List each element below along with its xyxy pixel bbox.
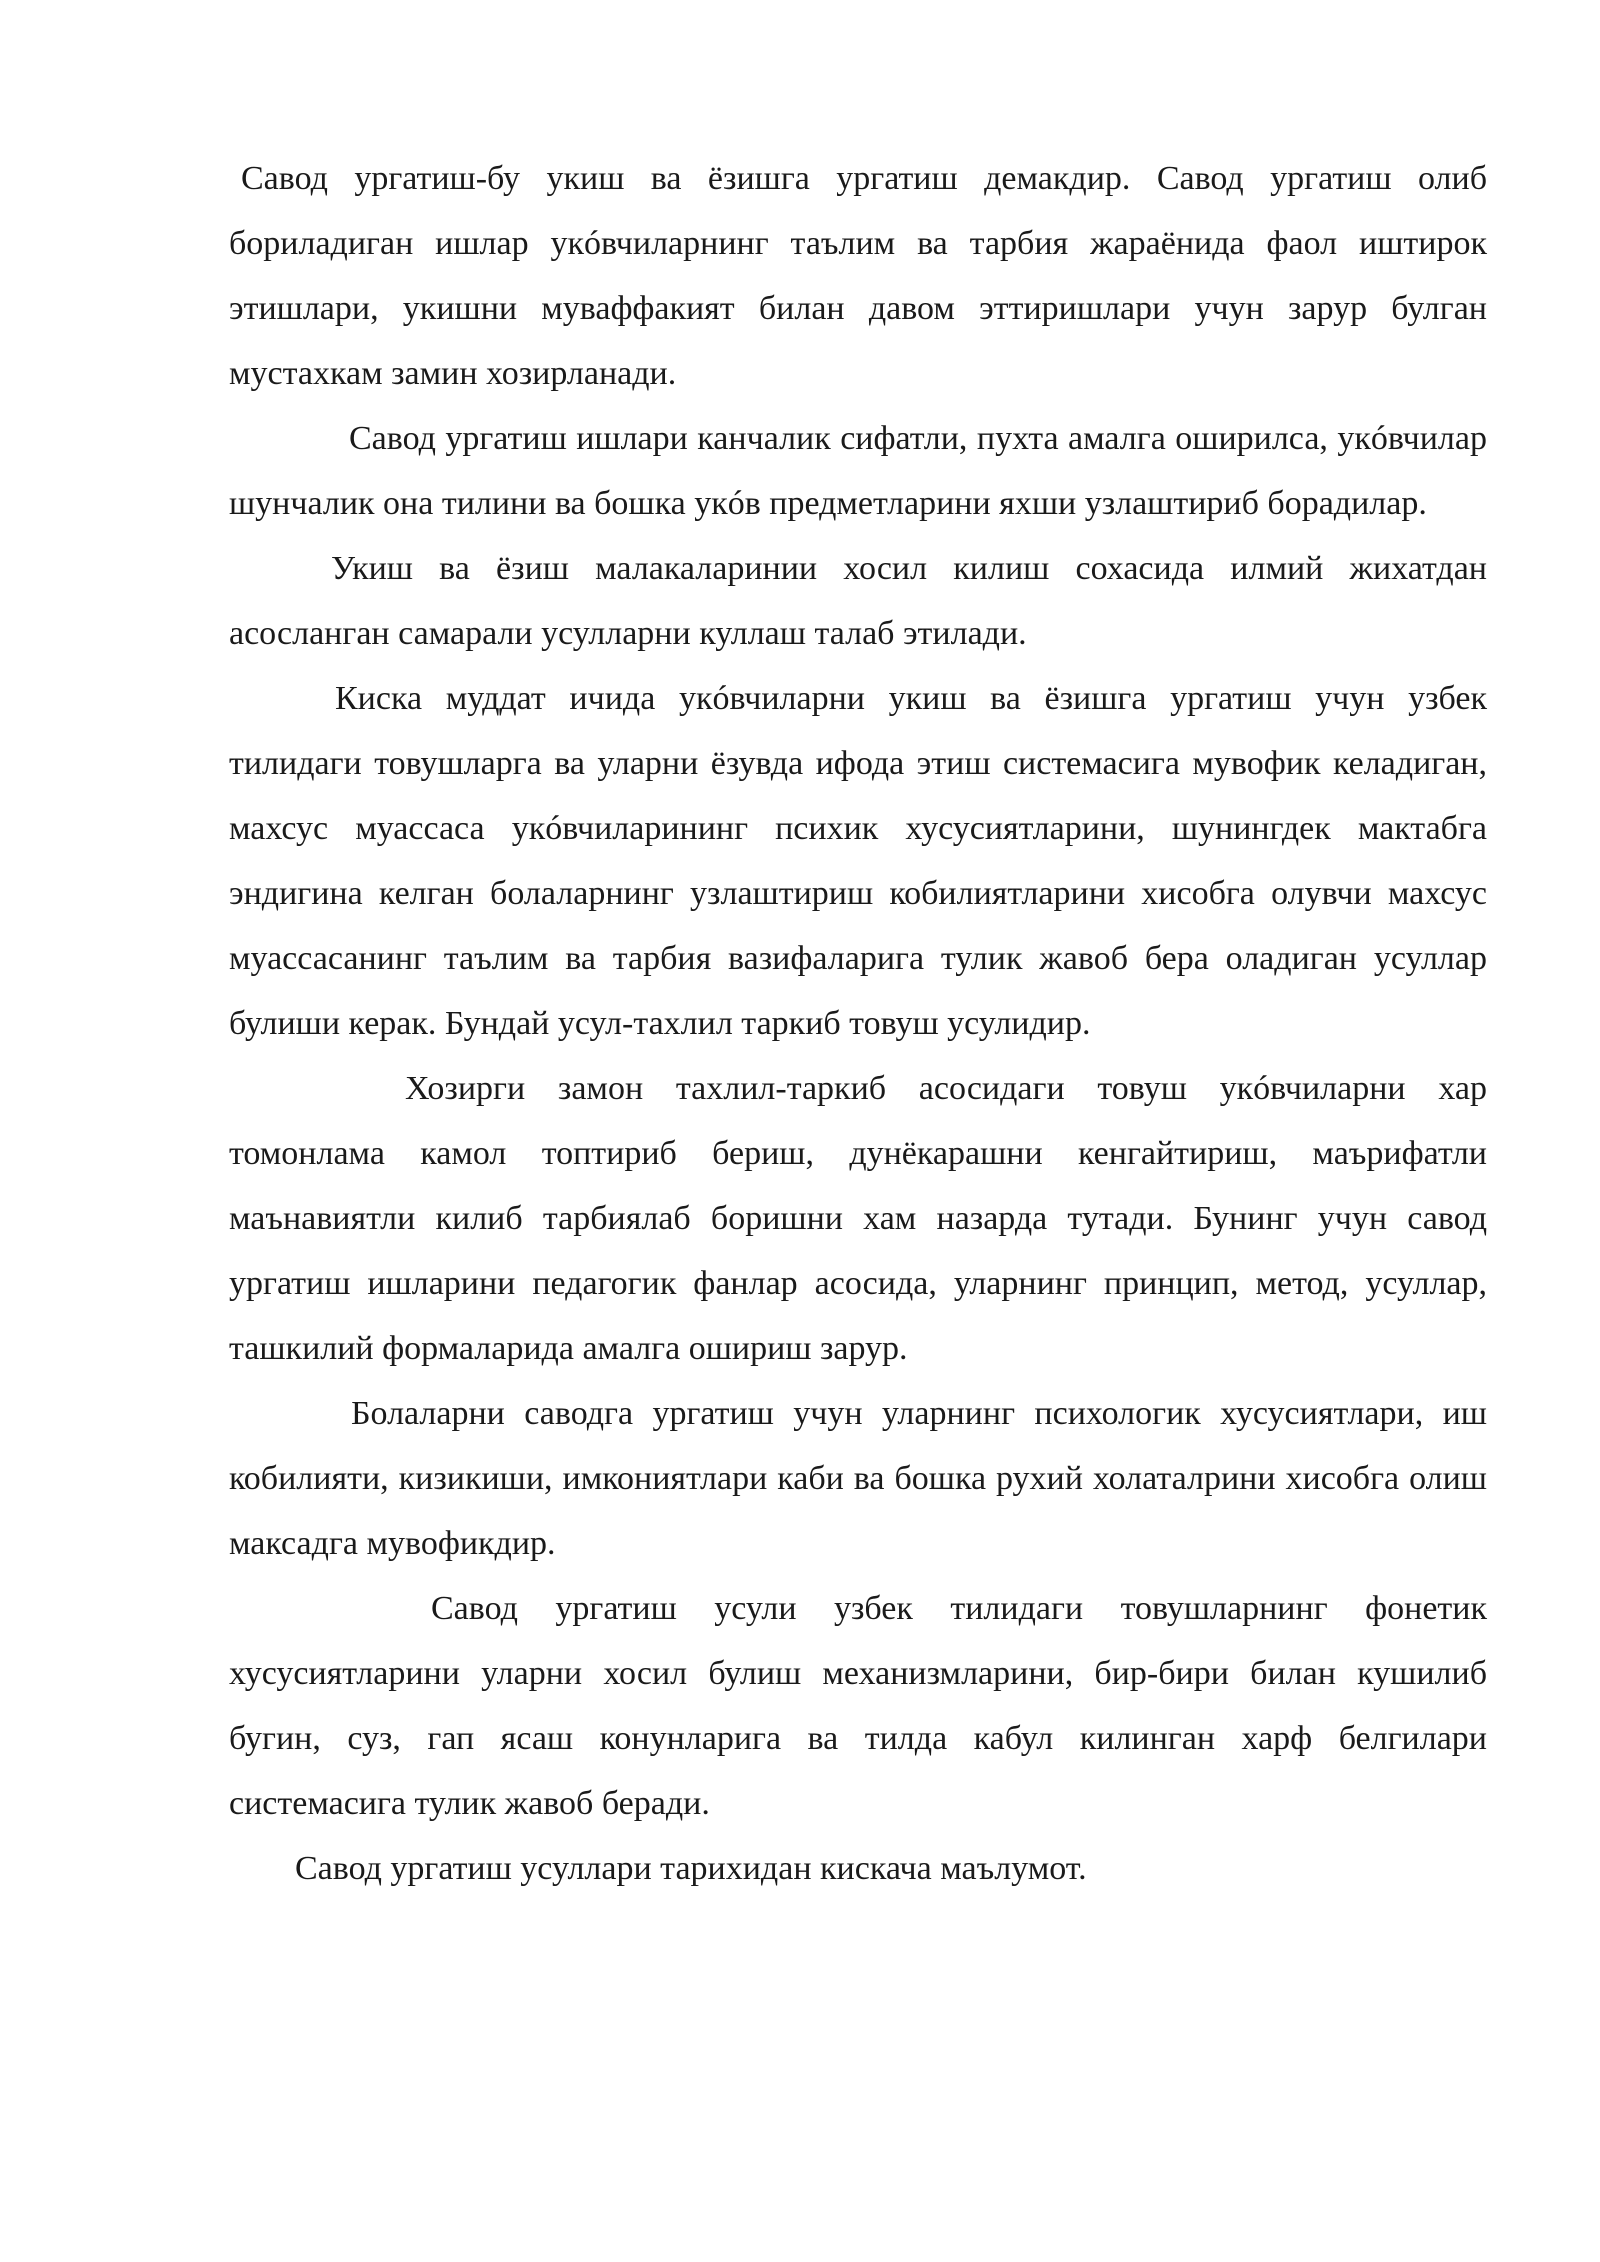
paragraph-1: Савод ургатиш-бу укиш ва ёзишга ургатиш демакдир. Савод ургатиш олиб бориладиган ишлар укóвчиларнинг таълим ва тарбия жараёнида фаол иштирок этишлари, укишни муваффакият билан давом эттиришлари учун зарур булган мустахкам замин хозирланади. [229,160,1487,392]
paragraph-4: Киска муддат ичида укóвчиларни укиш ва ёзишга ургатиш учун узбек тилидаги товушларга ва уларни ёзувда ифода этиш системасига мувофик келадиган, махсус муассаса укóвчиларининг психик хусусиятларини, шунингдек мактабга эндигина келган болаларнинг узлаштириш кобилиятларини хисобга олувчи махсус муассасанинг таълим ва тарбия вазифаларига тулик жавоб бера оладиган усуллар булиши керак. Бундай усул-тахлил таркиб товуш усулидир. [229,680,1487,1042]
paragraph-7: Савод ургатиш усули узбек тилидаги товушларнинг фонетик хусусиятларини уларни хосил булиш механизмларини, бир-бири билан кушилиб бугин, суз, гап ясаш конунларига ва тилда кабул килинган харф белгилари системасига тулик жавоб беради. [229,1590,1487,1822]
paragraph-5: Хозирги замон тахлил-таркиб асосидаги товуш укóвчиларни хар томонлама камол топтириб бериш, дунёкарашни кенгайтириш, маърифатли маънавиятли килиб тарбиялаб боришни хам назарда тутади. Бунинг учун савод ургатиш ишларини педагогик фанлар асосида, уларнинг принцип, метод, усуллар, ташкилий формаларида амалга ошириш зарур. [229,1070,1487,1367]
paragraph-3: Укиш ва ёзиш малакаларинии хосил килиш сохасида илмий жихатдан асосланган самарали усулларни куллаш талаб этилади. [229,550,1487,652]
paragraph-6: Болаларни саводга ургатиш учун уларнинг психологик хусусиятлари, иш кобилияти, кизикиши, имкониятлари каби ва бошка рухий холаталрини хисобга олиш максадга мувофикдир. [229,1395,1487,1562]
document-body [229,146,1487,1901]
paragraph-2: Савод ургатиш ишлари канчалик сифатли, пухта амалга оширилса, укóвчилар шунчалик она тилини ва бошка укóв предметларини яхши узлаштириб борадилар. [229,420,1487,522]
paragraph-8: Савод ургатиш усуллари тарихидан кискача маълумот. [295,1850,1087,1887]
